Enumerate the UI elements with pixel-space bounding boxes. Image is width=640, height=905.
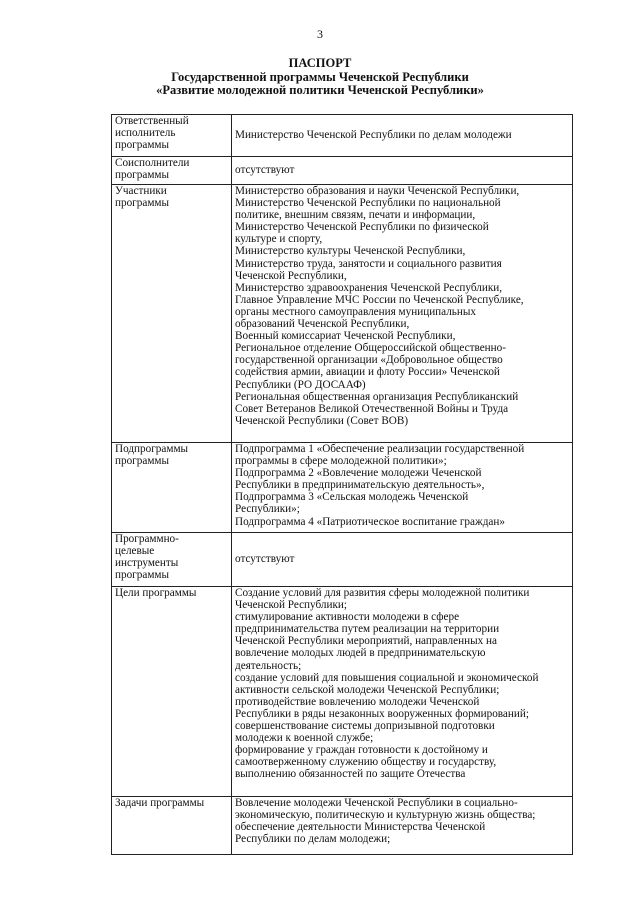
row-label — [112, 797, 232, 855]
row-value — [232, 797, 573, 855]
row-value-line: вовлечение молодых людей в предпринимательскую — [235, 647, 486, 660]
row-label-line: программы — [115, 169, 169, 182]
row-label-line: программы — [115, 455, 169, 468]
row-value-line: Чеченской Республики, — [235, 269, 347, 282]
row-value-line: Вовлечение молодежи Чеченской Республики в социально- — [235, 797, 518, 809]
row-label-line: целевые — [115, 545, 155, 558]
row-label-line: программы — [115, 197, 169, 210]
page-number: 3 — [317, 27, 323, 41]
row-value-line: Министерство Чеченской Республики по физической — [235, 221, 489, 234]
row-label — [112, 587, 232, 797]
row-label-line: Подпрограммы — [115, 443, 189, 455]
row-value-line: Министерство культуры Чеченской Республики, — [235, 245, 466, 258]
row-value-line: Военный комиссариат Чеченской Республики, — [235, 330, 456, 343]
row-label — [112, 115, 232, 157]
row-value-line: Создание условий для развития сферы молодежной политики — [235, 587, 530, 599]
table-row — [112, 533, 573, 587]
row-value-line: государственной организации «Добровольное общество — [235, 354, 503, 367]
title-line-1: ПАСПОРТ — [288, 56, 352, 70]
row-value-line: Региональное отделение Общероссийской общественно- — [235, 342, 506, 355]
row-value — [232, 185, 573, 443]
row-label-line: Программно- — [115, 533, 179, 545]
row-value-line: образований Чеченской Республики, — [235, 318, 410, 331]
row-label — [112, 157, 232, 185]
table-row — [112, 157, 573, 185]
row-value-line: Министерство здравоохранения Чеченской Республики, — [235, 281, 503, 294]
row-label-line: Участники — [115, 185, 167, 197]
row-value — [232, 157, 573, 185]
row-value-line: Республики»; — [235, 503, 300, 516]
row-value-line: формирование у граждан готовности к достойному и — [235, 744, 488, 757]
row-value-line: обеспечение деятельности Министерства Чеченской — [235, 821, 486, 834]
row-value-line: предпринимательства путем реализации на территории — [235, 623, 500, 636]
row-value-line: Подпрограмма 3 «Сельская молодежь Чеченской — [235, 491, 469, 504]
row-value-line: Региональная общественная организация Республиканский — [235, 390, 519, 403]
title-line-2: Государственной программы Чеченской Республики — [171, 69, 469, 84]
table-row — [112, 115, 573, 157]
row-label-line: Цели программы — [115, 587, 197, 599]
row-value-line: выполнению обязанностей по защите Отечества — [235, 768, 466, 781]
row-value-line: Чеченской Республики; — [235, 599, 347, 612]
table-row — [112, 587, 573, 797]
row-label-line: программы — [115, 139, 169, 152]
row-value-line: Подпрограмма 2 «Вовлечение молодежи Чеченской — [235, 467, 482, 480]
table-row — [112, 185, 573, 443]
row-value-line: отсутствуют — [235, 553, 295, 566]
document-title — [0, 57, 640, 98]
row-value-line: культуре и спорту, — [235, 233, 323, 246]
row-value-line: экономическую, политическую и культурную жизнь общества; — [235, 809, 536, 822]
row-value-line: Министерство образования и науки Чеченской Республики, — [235, 185, 520, 197]
row-value-line: создание условий для повышения социальной и экономической — [235, 671, 539, 684]
row-value-line: Чеченской Республики мероприятий, направленных на — [235, 635, 497, 648]
row-value-line: Министерство труда, занятости и социального развития — [235, 257, 502, 270]
row-value — [232, 115, 573, 157]
row-value-line: активности сельской молодежи Чеченской Республики; — [235, 683, 500, 696]
row-value-line: деятельность; — [235, 659, 302, 672]
row-value-line: Подпрограмма 1 «Обеспечение реализации государственной — [235, 443, 525, 455]
row-value-line: молодежи к военной службе; — [235, 732, 374, 745]
row-label — [112, 443, 232, 533]
row-value-line: Республики по делам молодежи; — [235, 833, 391, 846]
row-value-line: содействия армии, авиации и флоту России» Чеченской — [235, 366, 500, 379]
row-value-line: Подпрограмма 4 «Патриотическое воспитание граждан» — [235, 515, 505, 528]
row-value — [232, 587, 573, 797]
row-value-line: Министерство Чеченской Республики по делам молодежи — [235, 129, 512, 142]
row-value-line: отсутствуют — [235, 164, 295, 177]
row-label-line: программы — [115, 569, 169, 582]
row-label-line: Задачи программы — [115, 797, 205, 809]
row-value-line: Республики (РО ДОСААФ) — [235, 378, 366, 391]
row-label-line: инструменты — [115, 557, 179, 570]
row-value-line: Главное Управление МЧС России по Чеченской Республике, — [235, 293, 524, 306]
row-value-line: органы местного самоуправления муниципальных — [235, 305, 477, 318]
row-value-line: самоотверженному служению обществу и государству, — [235, 756, 497, 769]
row-label-line: Ответственный — [115, 115, 189, 127]
row-label — [112, 185, 232, 443]
row-value-line: программы в сфере молодежной политики»; — [235, 455, 447, 468]
row-value-line: Министерство Чеченской Республики по национальной — [235, 197, 501, 210]
row-label-line: исполнитель — [115, 127, 176, 140]
title-line-3: «Развитие молодежной политики Чеченской Республики» — [156, 83, 484, 98]
row-value-line: Республики в предпринимательскую деятельность», — [235, 479, 485, 492]
row-value-line: Республики в ряды незаконных вооруженных формирований; — [235, 707, 529, 720]
table-row — [112, 797, 573, 855]
row-value — [232, 533, 573, 587]
row-value-line: Совет Ветеранов Великой Отечественной Войны и Труда — [235, 402, 509, 415]
row-value-line: противодействие вовлечению молодежи Чеченской — [235, 695, 480, 708]
row-value-line: Чеченской Республики (Совет ВОВ) — [235, 414, 409, 427]
row-value-line: стимулирование активности молодежи в сфере — [235, 611, 460, 624]
passport-table — [111, 114, 573, 855]
table-row — [112, 443, 573, 533]
row-label — [112, 533, 232, 587]
row-value — [232, 443, 573, 533]
row-value-line: политике, внешним связям, печати и информации, — [235, 209, 476, 222]
row-value-line: совершенствование системы допризывной подготовки — [235, 720, 495, 733]
row-label-line: Соисполнители — [115, 157, 190, 169]
